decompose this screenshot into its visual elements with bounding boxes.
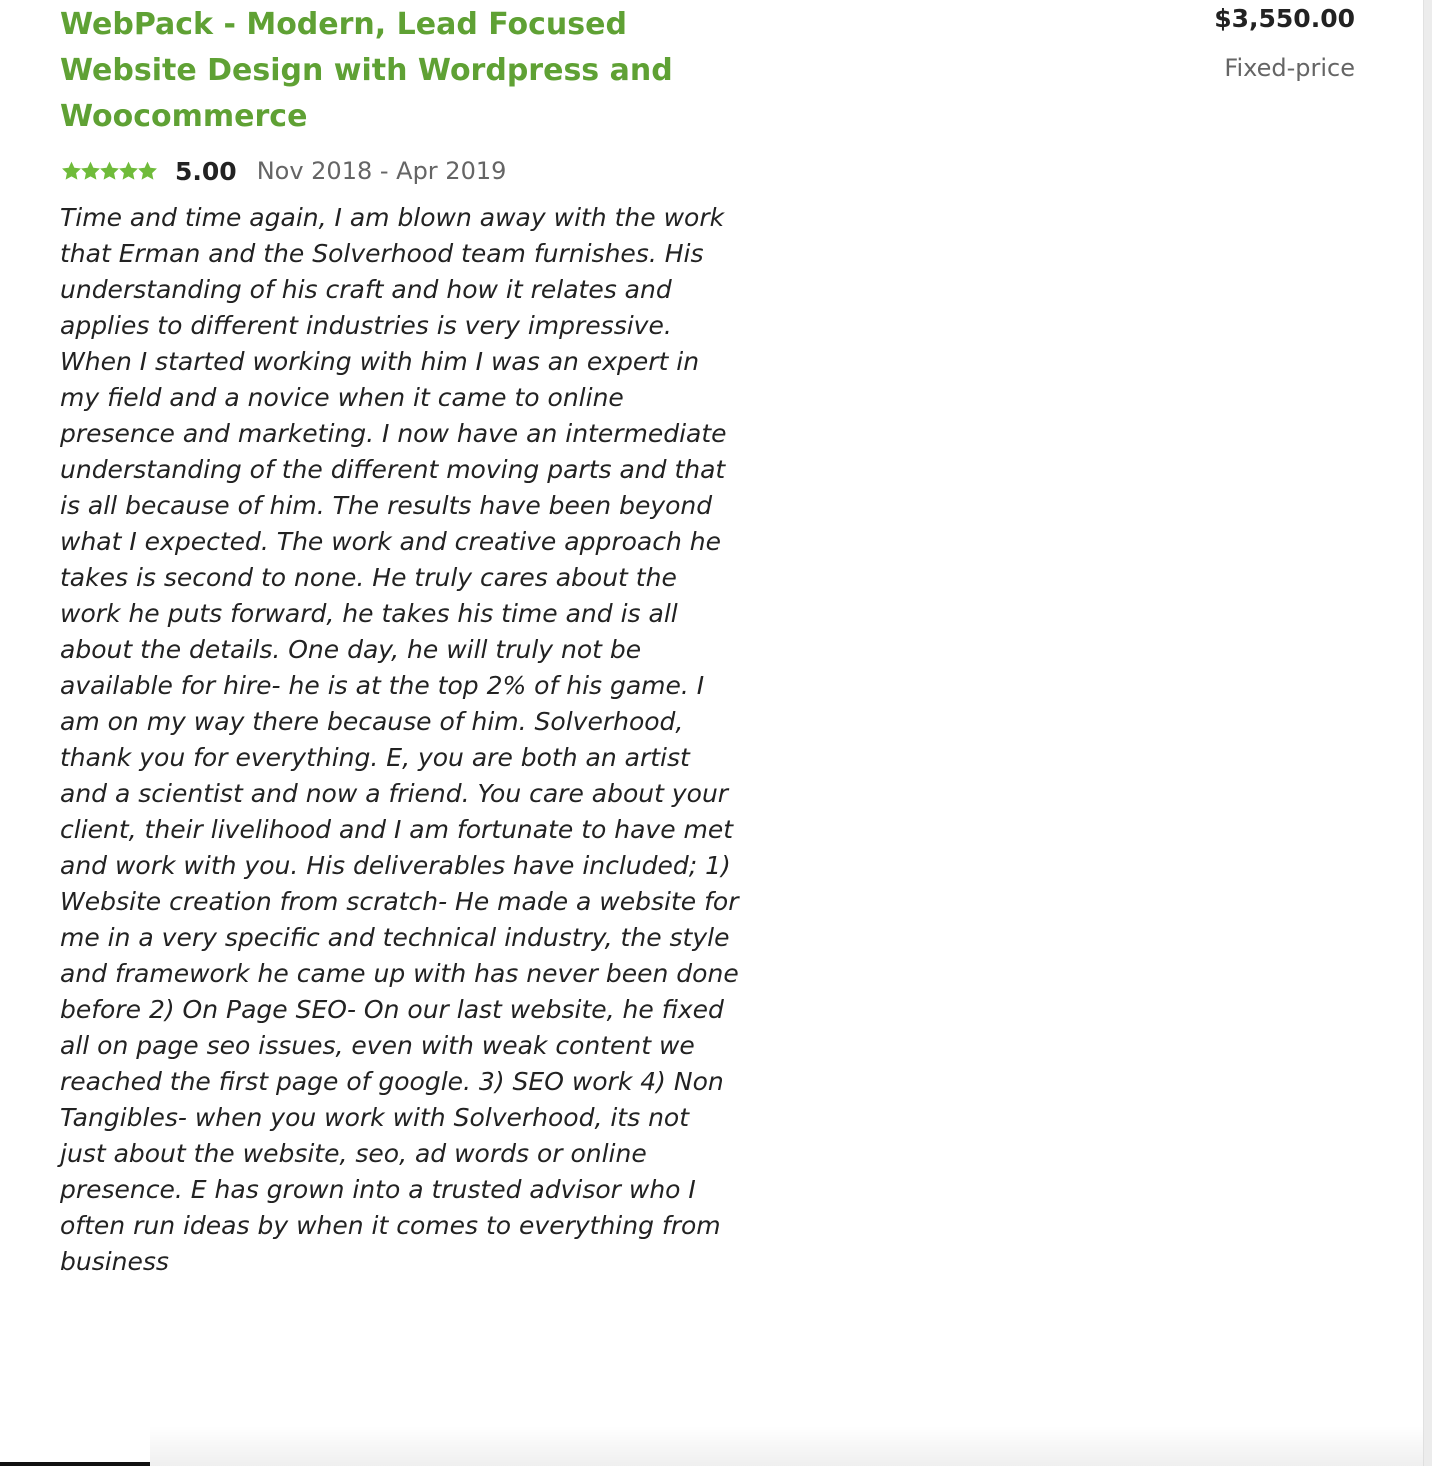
star-icon xyxy=(136,160,159,182)
vertical-scrollbar[interactable] xyxy=(1423,0,1432,1466)
rating-score: 5.00 xyxy=(175,156,237,186)
review-meta xyxy=(60,153,506,189)
star-rating xyxy=(60,160,159,182)
contract-amount: $3,550.00 xyxy=(1214,4,1355,33)
job-title-link[interactable]: WebPack - Modern, Lead Focused Website Design with Wordpress and Woocommerce xyxy=(60,7,673,134)
bottom-edge-bar xyxy=(0,1462,150,1466)
client-feedback-text: Time and time again, I am blown away with the work that Erman and the Solverhood team furnishes. His understanding of his craft and how it relates and applies to different industries is very impressive. When I started working with him I was an expert in my field and a novice when it came to online presence and marketing. I now have an intermediate understanding of the different moving parts and that is all because of him. The results have been beyond what I expected. The work and creative approach he takes is second to none. He truly cares about the work he puts forward, he takes his time and is all about the details. One day, he will truly not be available for hire- he is at the top 2% of his game. I am on my way there because of him. Solverhood, thank you for everything. E, you are both an artist and a scientist and now a friend. You care about your client, their livelihood and I am fortunate to have met and work with you. His deliverables have included; 1) Website creation from scratch- He made a website for me in a very specific and technical industry, the style and framework he came up with has never been done before 2) On Page SEO- On our last website, he fixed all on page seo issues, even with weak content we reached the first page of google. 3) SEO work 4) Non Tangibles- when you work with Solverhood, its not just about the website, seo, ad words or online presence. E has grown into a trusted advisor who I often run ideas by when it comes to everything from business xyxy=(60,203,739,1276)
contract-dates: Nov 2018 - Apr 2019 xyxy=(256,157,507,185)
contract-type-label: Fixed-price xyxy=(1224,54,1355,82)
